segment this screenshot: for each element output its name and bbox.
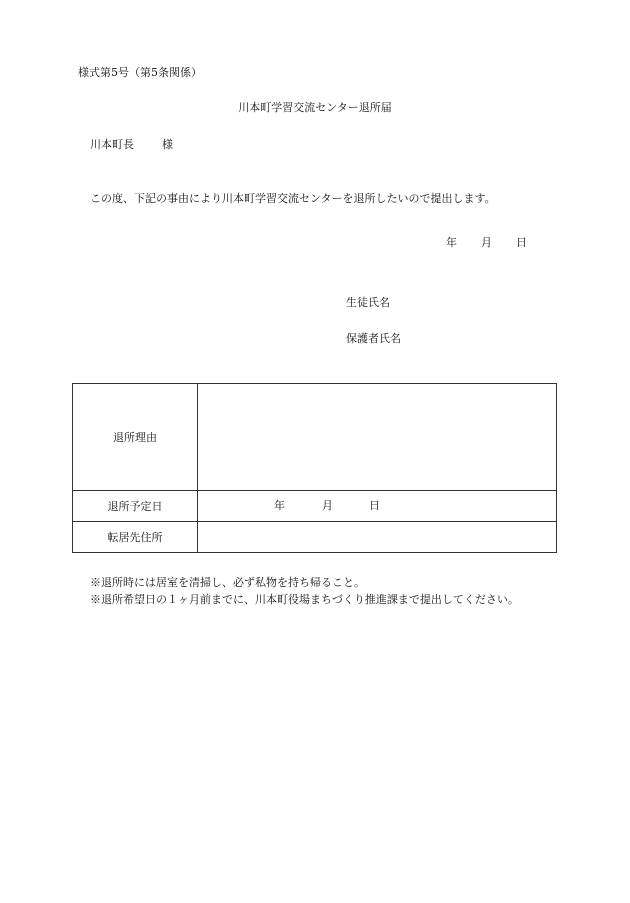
student-name-label: 生徒氏名 bbox=[346, 296, 390, 309]
addressee-honorific: 様 bbox=[162, 138, 173, 151]
form-number: 様式第5号（第5条関係） bbox=[78, 66, 202, 79]
reason-field[interactable] bbox=[198, 384, 557, 491]
withdrawal-form-table bbox=[72, 383, 557, 553]
submission-date bbox=[446, 236, 527, 250]
scheduled-date-month: 月 bbox=[322, 499, 333, 512]
note-item: ※退所希望日の１ヶ月前までに、川本町役場まちづくり推進課まで提出してください。 bbox=[90, 593, 519, 606]
addressee-name: 川本町長 bbox=[90, 138, 134, 151]
scheduled-date-field[interactable] bbox=[198, 491, 557, 522]
new-address-field[interactable] bbox=[198, 522, 557, 553]
date-year-label: 年 bbox=[446, 236, 457, 249]
notes bbox=[90, 574, 519, 608]
scheduled-date-year: 年 bbox=[274, 499, 285, 512]
table-row-scheduled-date bbox=[73, 491, 557, 522]
scheduled-date-label: 退所予定日 bbox=[73, 491, 198, 522]
document-title: 川本町学習交流センター退所届 bbox=[238, 101, 392, 114]
new-address-label: 転居先住所 bbox=[73, 522, 198, 553]
date-month-label: 月 bbox=[481, 236, 492, 249]
body-text: この度、下記の事由により川本町学習交流センターを退所したいので提出します。 bbox=[90, 192, 496, 205]
scheduled-date-day: 日 bbox=[369, 499, 380, 512]
table-row-reason bbox=[73, 384, 557, 491]
table-row-new-address bbox=[73, 522, 557, 553]
note-item: ※退所時には居室を清掃し、必ず私物を持ち帰ること。 bbox=[90, 576, 365, 589]
addressee bbox=[90, 138, 173, 152]
reason-label: 退所理由 bbox=[73, 384, 198, 491]
guardian-name-label: 保護者氏名 bbox=[346, 332, 401, 345]
date-day-label: 日 bbox=[516, 236, 527, 249]
